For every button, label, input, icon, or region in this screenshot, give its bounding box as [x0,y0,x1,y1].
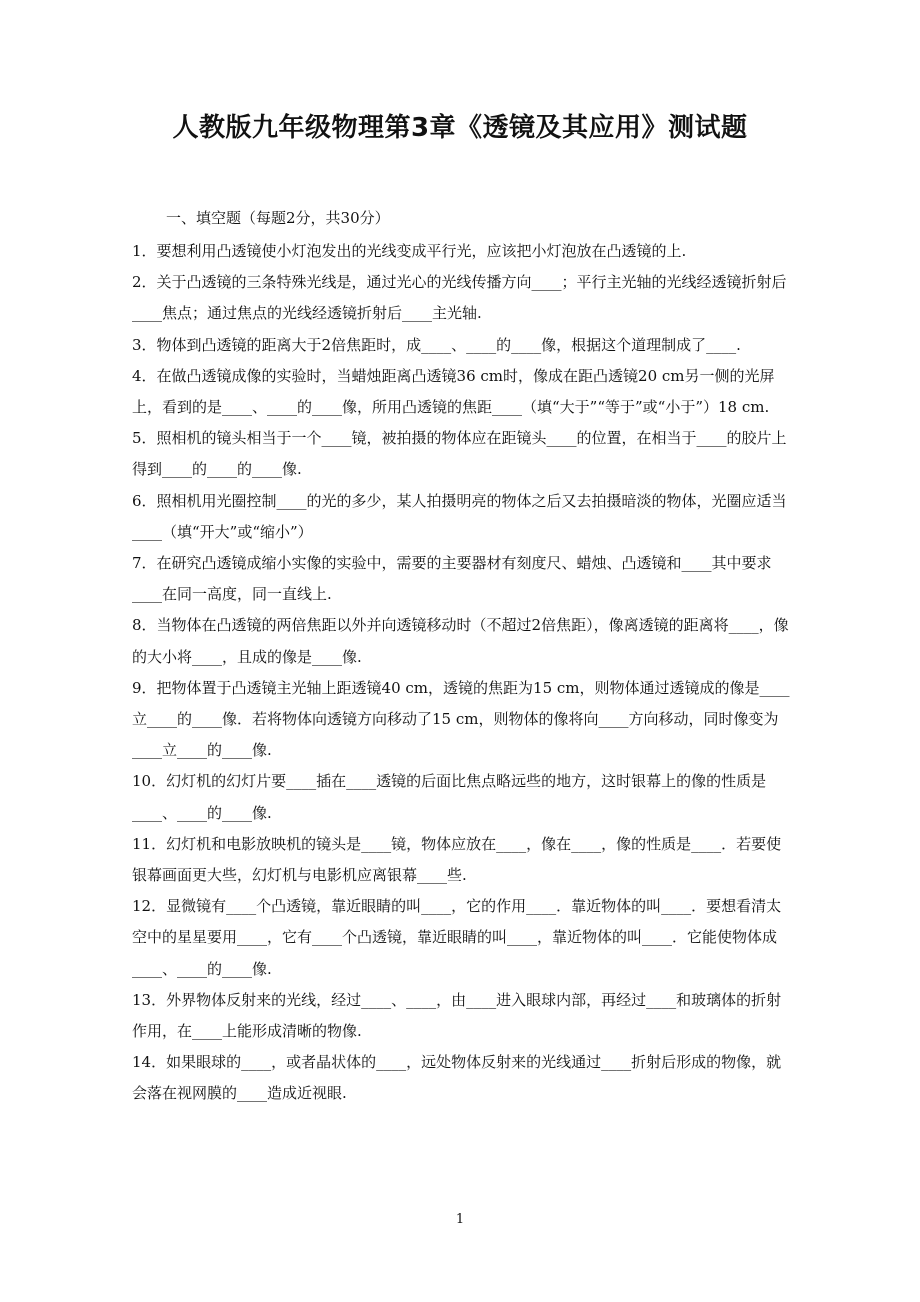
question-6: 6．照相机用光圈控制____的光的多少，某人拍摄明亮的物体之后又去拍摄暗淡的物体，光圈应适当____（填“开大”或“缩小”） [132,491,787,541]
question-1: 1．要想利用凸透镜使小灯泡发出的光线变成平行光，应该把小灯泡放在凸透镜的上. [132,242,687,260]
question-9: 9．把物体置于凸透镜主光轴上距透镜40 cm，透镜的焦距为15 cm，则物体通过透镜成的像是____立____的____像．若将物体向透镜方向移动了15 cm，则物体的像将向____方向移动，同时像变为____立____的____像. [132,678,790,760]
question-14: 14．如果眼球的____，或者晶状体的____，远处物体反射来的光线通过____折射后形成的物像，就会落在视网膜的____造成近视眼. [132,1053,782,1103]
question-10: 10．幻灯机的幻灯片要____插在____透镜的后面比焦点略远些的地方，这时银幕上的像的性质是____、____的____像. [132,772,767,822]
question-4: 4．在做凸透镜成像的实验时，当蜡烛距离凸透镜36 cm时，像成在距凸透镜20 cm另一侧的光屏上，看到的是____、____的____像，所用凸透镜的焦距____（填“大于”“等于”或“小于”）18 cm. [132,366,775,417]
section-heading: 一、填空题（每题2分，共30分） [166,209,390,227]
question-13: 13．外界物体反射来的光线，经过____、____，由____进入眼球内部，再经过____和玻璃体的折射作用，在____上能形成清晰的物像. [132,990,782,1041]
page-number: 1 [455,1212,465,1227]
question-list [132,236,792,1110]
question-3: 3．物体到凸透镜的距离大于2倍焦距时，成____、____的____像，根据这个道理制成了____. [132,335,741,354]
question-12: 12．显微镜有____个凸透镜，靠近眼睛的叫____，它的作用____．靠近物体的叫____．要想看清太空中的星星要用____，它有____个凸透镜，靠近眼睛的叫____，靠近物体的叫____．它能使物体成____、____的____像. [132,897,782,978]
question-2: 2．关于凸透镜的三条特殊光线是，通过光心的光线传播方向____；平行主光轴的光线经透镜折射后____焦点；通过焦点的光线经透镜折射后____主光轴. [132,273,787,323]
question-5: 5．照相机的镜头相当于一个____镜，被拍摄的物体应在距镜头____的位置，在相当于____的胶片上得到____的____的____像. [132,429,787,479]
document-title: 人教版九年级物理第3章《透镜及其应用》测试题 [172,113,748,143]
question-8: 8．当物体在凸透镜的两倍焦距以外并向透镜移动时（不超过2倍焦距），像离透镜的距离将____，像的大小将____，且成的像是____像. [132,616,789,666]
question-7: 7．在研究凸透镜成缩小实像的实验中，需要的主要器材有刻度尺、蜡烛、凸透镜和____其中要求____在同一高度，同一直线上. [132,554,772,604]
question-11: 11．幻灯机和电影放映机的镜头是____镜，物体应放在____，像在____，像的性质是____．若要使银幕画面更大些，幻灯机与电影机应离银幕____些. [132,834,782,885]
